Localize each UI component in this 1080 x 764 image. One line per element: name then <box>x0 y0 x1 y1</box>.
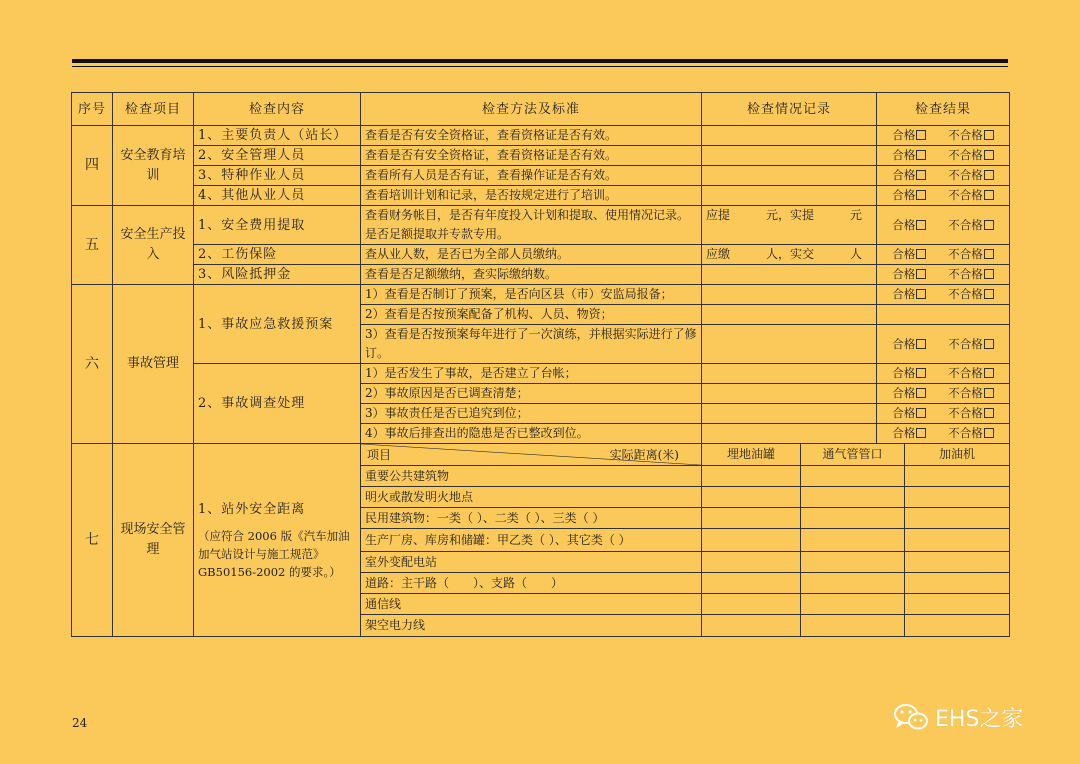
record-cell[interactable] <box>702 384 877 404</box>
result-cell: 合格 不合格 <box>877 424 1010 444</box>
page-number: 24 <box>72 716 88 730</box>
check-content: 2、安全管理人员 <box>194 146 361 166</box>
check-content: 3、风险抵押金 <box>194 265 361 285</box>
section-number: 五 <box>72 206 113 285</box>
check-method: 3）事故责任是否已追究到位； <box>361 404 702 424</box>
check-method: 查看是否足额缴纳，查实际缴纳数。 <box>361 265 702 285</box>
table-header-row <box>72 93 1010 126</box>
check-method: 查从业人数，是否已为全部人员缴纳。 <box>361 245 702 265</box>
record-cell[interactable] <box>702 166 877 186</box>
table-row <box>72 186 1010 206</box>
table-row <box>72 265 1010 285</box>
check-method: 查看所有人员是否有证，查看操作证是否有效。 <box>361 166 702 186</box>
distance-input-cells[interactable] <box>702 529 1010 552</box>
header-result: 检查结果 <box>877 93 1010 126</box>
fail-checkbox[interactable] <box>984 408 994 418</box>
distance-input-cells[interactable] <box>702 615 1010 637</box>
inspection-table <box>71 92 1010 637</box>
check-content: 4、其他从业人员 <box>194 186 361 206</box>
fail-checkbox[interactable] <box>984 339 994 349</box>
table-row <box>72 444 1010 466</box>
check-method: 查看财务帐目，是否有年度投入计划和提取、使用情况记录。是否足额提取并专款专用。 <box>361 206 702 245</box>
distance-row-label: 通信线 <box>361 594 702 615</box>
distance-row-label: 生产厂房、库房和储罐：甲乙类（ ）、其它类（ ） <box>361 529 702 552</box>
distance-input-cells[interactable] <box>702 594 1010 615</box>
header-index: 序号 <box>72 93 113 126</box>
pass-checkbox[interactable] <box>916 170 926 180</box>
table-row <box>72 245 1010 265</box>
distance-header-cell <box>702 444 1010 466</box>
pass-checkbox[interactable] <box>916 428 926 438</box>
column-dispenser: 加油机 <box>938 447 975 461</box>
result-cell: 合格 不合格 <box>877 364 1010 384</box>
check-method: 2）查看是否按预案配备了机构、人员、物资； <box>361 305 702 325</box>
result-cell: 合格 不合格 <box>877 285 1010 305</box>
fail-checkbox[interactable] <box>984 289 994 299</box>
fail-checkbox[interactable] <box>984 368 994 378</box>
section-number: 七 <box>72 444 113 637</box>
distance-item-cell <box>194 444 361 637</box>
header-rule-thick <box>72 59 1008 63</box>
record-cell[interactable]: 应缴 人，实交 人 <box>702 245 877 265</box>
check-content: 1、事故应急救援预案 <box>194 285 361 364</box>
result-cell: 合格 不合格 <box>877 325 1010 364</box>
result-cell <box>877 305 1010 325</box>
pass-checkbox[interactable] <box>916 408 926 418</box>
section-category: 现场安全管理 <box>113 444 194 637</box>
result-cell: 合格 不合格 <box>877 166 1010 186</box>
check-content: 2、事故调查处理 <box>194 364 361 444</box>
check-method: 查看是否有安全资格证，查看资格证是否有效。 <box>361 146 702 166</box>
fail-checkbox[interactable] <box>984 269 994 279</box>
record-cell[interactable] <box>702 265 877 285</box>
section-number: 六 <box>72 285 113 444</box>
record-cell[interactable] <box>702 146 877 166</box>
section-number: 四 <box>72 126 113 206</box>
wechat-icon <box>893 702 929 732</box>
result-cell: 合格 不合格 <box>877 146 1010 166</box>
result-cell: 合格 不合格 <box>877 404 1010 424</box>
table-row <box>72 126 1010 146</box>
check-content: 3、特种作业人员 <box>194 166 361 186</box>
distance-row-label: 室外变配电站 <box>361 552 702 573</box>
fail-checkbox[interactable] <box>984 220 994 230</box>
header-content: 检查内容 <box>194 93 361 126</box>
table-row <box>72 146 1010 166</box>
record-cell[interactable] <box>702 285 877 305</box>
table-row <box>72 166 1010 186</box>
pass-checkbox[interactable] <box>916 269 926 279</box>
table-row <box>72 206 1010 245</box>
check-content: 1、站外安全距离 <box>198 501 306 517</box>
result-cell: 合格 不合格 <box>877 126 1010 146</box>
record-cell[interactable] <box>702 364 877 384</box>
distance-input-cells[interactable] <box>702 508 1010 529</box>
pass-checkbox[interactable] <box>916 289 926 299</box>
distance-row-label: 道路：主干路（ ）、支路（ ） <box>361 573 702 594</box>
check-method: 4）事故后排查出的隐患是否已整改到位。 <box>361 424 702 444</box>
section-category: 安全生产投入 <box>113 206 194 285</box>
check-method: 3）查看是否按预案每年进行了一次演练，并根据实际进行了修订。 <box>361 325 702 364</box>
fail-checkbox[interactable] <box>984 190 994 200</box>
diag-label-item: 项目 <box>367 448 392 462</box>
result-cell: 合格 不合格 <box>877 245 1010 265</box>
distance-input-cells[interactable] <box>702 552 1010 573</box>
record-cell[interactable] <box>702 186 877 206</box>
section-category: 安全教育培训 <box>113 126 194 206</box>
fail-checkbox[interactable] <box>984 428 994 438</box>
header-record: 检查情况记录 <box>702 93 877 126</box>
record-cell[interactable] <box>702 424 877 444</box>
record-cell[interactable]: 应提 元，实提 元 <box>702 206 877 245</box>
table-row <box>72 285 1010 305</box>
brand-watermark <box>893 700 1023 734</box>
result-cell: 合格 不合格 <box>877 206 1010 245</box>
check-method: 查看是否有安全资格证，查看资格证是否有效。 <box>361 126 702 146</box>
result-cell: 合格 不合格 <box>877 384 1010 404</box>
record-cell[interactable] <box>702 305 877 325</box>
fail-checkbox[interactable] <box>984 249 994 259</box>
record-cell[interactable] <box>702 126 877 146</box>
fail-checkbox[interactable] <box>984 388 994 398</box>
distance-input-cells[interactable] <box>702 466 1010 487</box>
check-method: 2）事故原因是否已调查清楚； <box>361 384 702 404</box>
fail-checkbox[interactable] <box>984 170 994 180</box>
pass-checkbox[interactable] <box>916 190 926 200</box>
fail-checkbox[interactable] <box>984 130 994 140</box>
diag-label-distance: 实际距离(米) <box>609 448 679 462</box>
distance-input-cells[interactable] <box>702 487 1010 508</box>
section-category: 事故管理 <box>113 285 194 444</box>
header-method: 检查方法及标准 <box>361 93 702 126</box>
table-row <box>72 364 1010 384</box>
pass-checkbox[interactable] <box>916 368 926 378</box>
pass-checkbox[interactable] <box>916 220 926 230</box>
check-content: 2、工伤保险 <box>194 245 361 265</box>
distance-row-label: 重要公共建筑物 <box>361 466 702 487</box>
fail-checkbox[interactable] <box>984 150 994 160</box>
distance-row-label: 架空电力线 <box>361 615 702 637</box>
header-rule-thin <box>72 66 1008 67</box>
distance-row-label: 明火或散发明火地点 <box>361 487 702 508</box>
check-method: 1）查看是否制订了预案，是否向区县（市）安监局报备； <box>361 285 702 305</box>
column-vent-pipe: 通气管管口 <box>801 444 905 465</box>
pass-checkbox[interactable] <box>916 150 926 160</box>
check-method: 查看培训计划和记录，是否按规定进行了培训。 <box>361 186 702 206</box>
result-cell: 合格 不合格 <box>877 265 1010 285</box>
check-method: 1）是否发生了事故，是否建立了台帐； <box>361 364 702 384</box>
diagonal-header <box>361 444 702 466</box>
result-cell: 合格 不合格 <box>877 186 1010 206</box>
brand-name: EHS之家 <box>935 706 1024 732</box>
standard-note: （应符合 2006 版《汽车加油加气站设计与施工规范》GB50156-2002 的要求。） <box>198 528 350 579</box>
pass-checkbox[interactable] <box>916 249 926 259</box>
column-buried-tank: 埋地油罐 <box>702 444 801 465</box>
record-cell[interactable] <box>702 404 877 424</box>
pass-checkbox[interactable] <box>916 339 926 349</box>
check-content: 1、安全费用提取 <box>194 206 361 245</box>
pass-checkbox[interactable] <box>916 388 926 398</box>
header-category: 检查项目 <box>113 93 194 126</box>
pass-checkbox[interactable] <box>916 130 926 140</box>
check-content: 1、主要负责人（站长） <box>194 126 361 146</box>
distance-input-cells[interactable] <box>702 573 1010 594</box>
record-cell[interactable] <box>702 325 877 364</box>
distance-row-label: 民用建筑物：一类（ ）、二类（ ）、三类（ ） <box>361 508 702 529</box>
